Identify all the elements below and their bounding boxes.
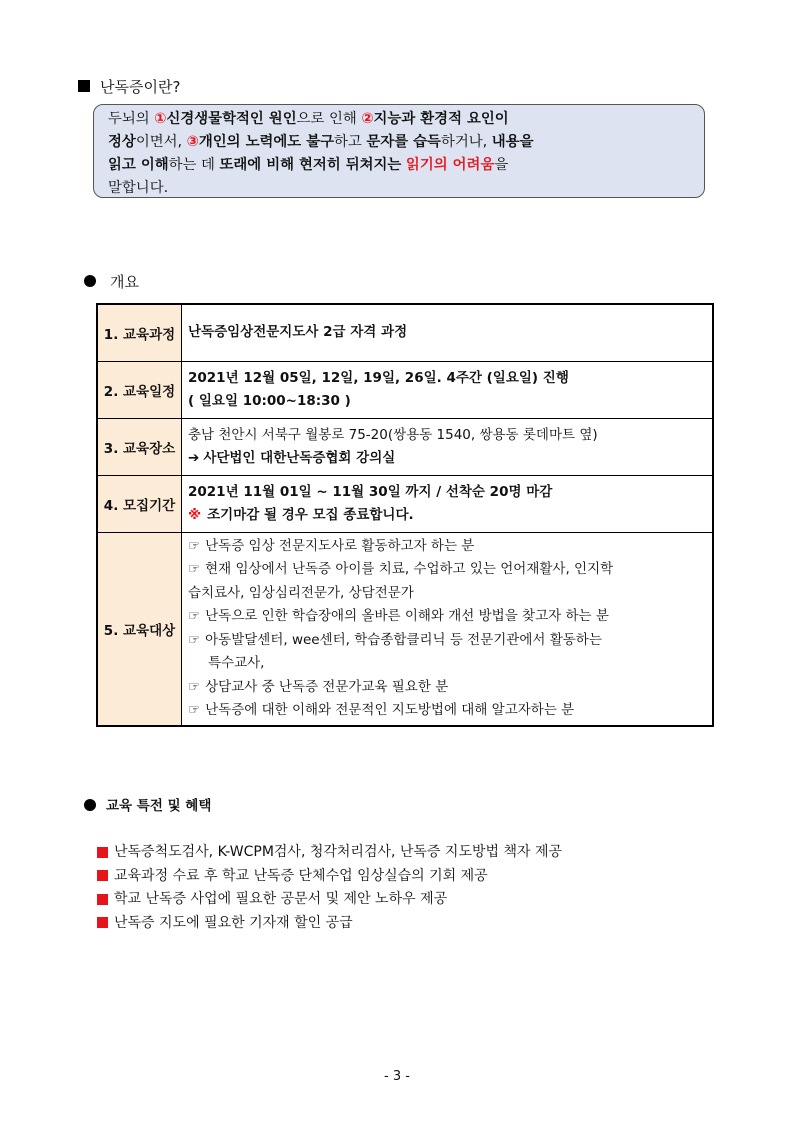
row-label: 2. 교육일정 bbox=[97, 361, 182, 418]
definition-line-2: 정상이면서, ③개인의 노력에도 불구하고 문자를 습득하거나, 내용을 bbox=[108, 134, 534, 150]
black-square-icon bbox=[78, 80, 90, 92]
red-square-icon bbox=[97, 847, 108, 858]
list-item: 교육과정 수료 후 학교 난독증 단체수업 임상실습의 기회 제공 bbox=[97, 865, 562, 889]
pointing-hand-icon: ☞ bbox=[188, 678, 201, 695]
red-square-icon bbox=[97, 870, 108, 881]
row-value: 2021년 12월 05일, 12일, 19일, 26일. 4주간 (일요일) 진행 ( 일요일 10:00~18:30 ) bbox=[182, 361, 714, 418]
definition-line-3: 읽고 이해하는 데 또래에 비해 현저히 뒤쳐지는 읽기의 어려움을 bbox=[108, 157, 509, 173]
pointing-hand-icon: ☞ bbox=[188, 561, 201, 578]
row-value: 2021년 11월 01일 ~ 11월 30일 까지 / 선착순 20명 마감 ※ 조기마감 될 경우 모집 종료합니다. bbox=[182, 475, 714, 532]
list-item: ☞ 상담교사 중 난독증 전문가교육 필요한 분 bbox=[188, 678, 449, 695]
pointing-hand-icon: ☞ bbox=[188, 702, 201, 719]
pointing-hand-icon: ☞ bbox=[188, 537, 201, 554]
table-row-place bbox=[97, 418, 713, 475]
list-item: 난독증 지도에 필요한 기자재 할인 공급 bbox=[97, 912, 562, 936]
page-number: - 3 - bbox=[384, 1069, 410, 1084]
red-square-icon bbox=[97, 894, 108, 905]
definition-line-4: 말합니다. bbox=[108, 180, 169, 196]
list-item: ☞ 난독증에 대한 이해와 전문적인 지도방법에 대해 알고자하는 분 bbox=[188, 702, 575, 719]
pointing-hand-icon: ☞ bbox=[188, 608, 201, 625]
list-item-continuation: 습치료사, 임상심리전문가, 상담전문가 bbox=[188, 584, 414, 601]
row-label: 4. 모집기간 bbox=[97, 475, 182, 532]
list-item: 난독증척도검사, K-WCPM검사, 청각처리검사, 난독증 지도방법 책자 제공 bbox=[97, 841, 562, 865]
table-row-target bbox=[97, 532, 713, 726]
list-item: 학교 난독증 사업에 필요한 공문서 및 제안 노하우 제공 bbox=[97, 888, 562, 912]
list-item: ☞ 난독증 임상 전문지도사로 활동하고자 하는 분 bbox=[188, 537, 475, 554]
row-value: 충남 천안시 서북구 월봉로 75-20(쌍용동 1540, 쌍용동 롯데마트 옆) ➔ 사단법인 대한난독증협회 강의실 bbox=[182, 418, 714, 475]
black-circle-icon bbox=[84, 275, 96, 287]
definition-box bbox=[93, 104, 705, 198]
row-value: 난독증임상전문지도사 2급 자격 과정 bbox=[182, 304, 714, 361]
red-square-icon bbox=[97, 917, 108, 928]
list-item: ☞ 현재 임상에서 난독증 아이를 치료, 수업하고 있는 언어재활사, 인지학 bbox=[188, 561, 614, 578]
row-label: 5. 교육대상 bbox=[97, 532, 182, 726]
benefits-list bbox=[97, 841, 562, 935]
table-row-schedule bbox=[97, 361, 713, 418]
arrow-right-icon: ➔ bbox=[188, 449, 200, 466]
table-row-course bbox=[97, 304, 713, 361]
row-label: 1. 교육과정 bbox=[97, 304, 182, 361]
row-label: 3. 교육장소 bbox=[97, 418, 182, 475]
table-row-recruit bbox=[97, 475, 713, 532]
black-circle-icon bbox=[84, 799, 96, 811]
reference-mark-icon: ※ bbox=[188, 506, 202, 523]
section-title-overview: 개요 bbox=[84, 271, 139, 292]
list-item-continuation: 특수교사, bbox=[208, 655, 265, 672]
overview-table bbox=[96, 303, 714, 727]
list-item: ☞ 아동발달센터, wee센터, 학습종합클리닉 등 전문기관에서 활동하는 bbox=[188, 631, 602, 648]
definition-line-1: 두뇌의 ①신경생물학적인 원인으로 인해 ②지능과 환경적 요인이 bbox=[108, 111, 509, 127]
section-title-dyslexia: 난독증이란? bbox=[78, 76, 180, 97]
row-value bbox=[182, 532, 714, 726]
list-item: ☞ 난독으로 인한 학습장애의 올바른 이해와 개선 방법을 찾고자 하는 분 bbox=[188, 608, 609, 625]
pointing-hand-icon: ☞ bbox=[188, 631, 201, 648]
section-title-benefits: 교육 특전 및 혜택 bbox=[84, 794, 211, 814]
